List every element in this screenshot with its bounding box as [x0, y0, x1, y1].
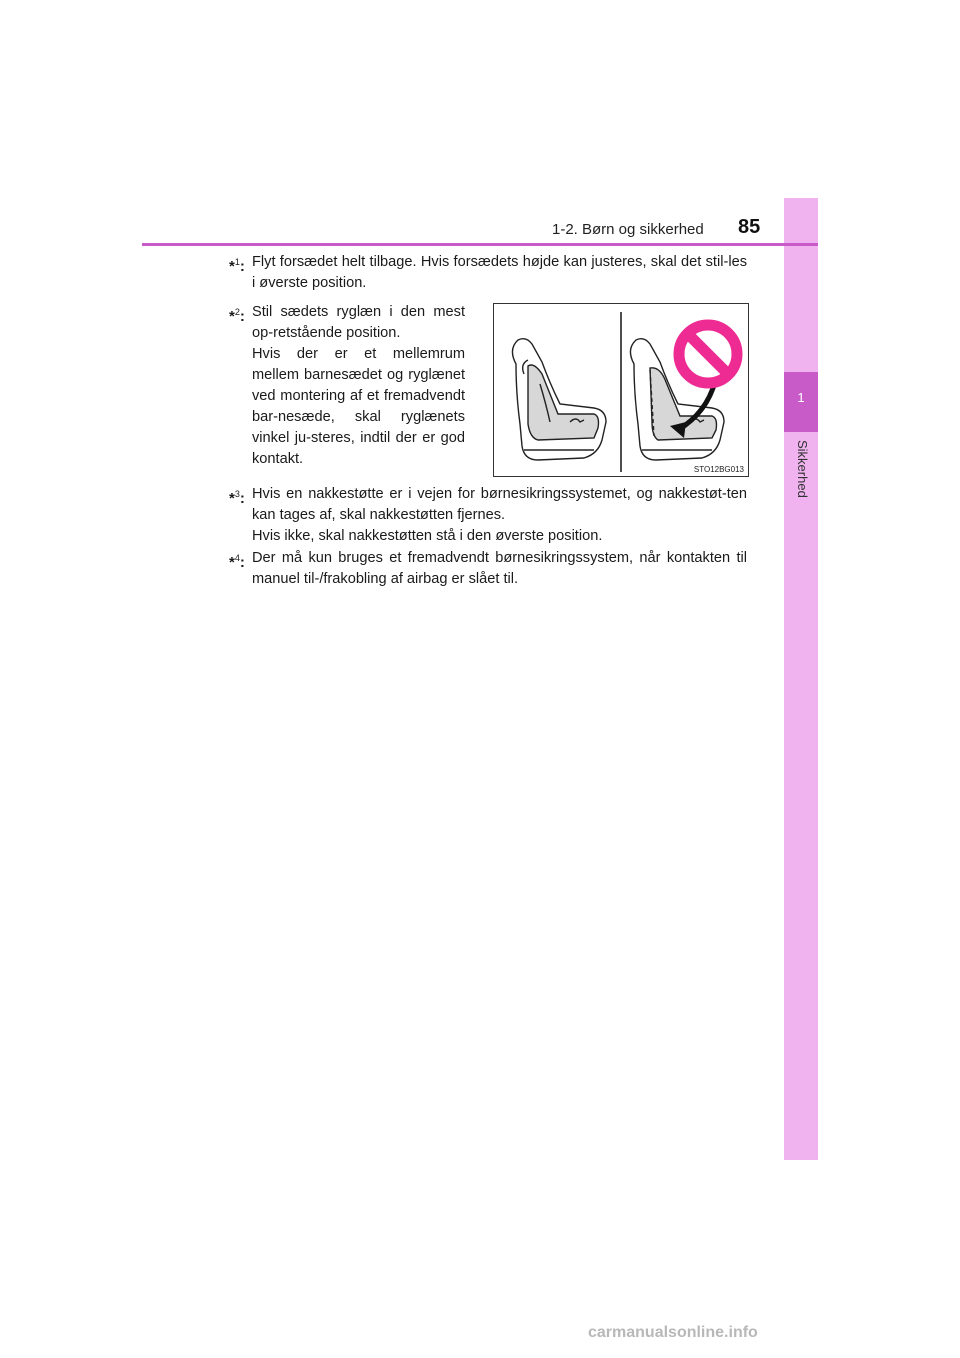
note-text: Flyt forsædet helt tilbage. Hvis forsædets højde kan justeres, skal det stil-les i øverste position.	[252, 254, 747, 291]
header-divider	[142, 243, 818, 246]
chapter-label: Sikkerhed	[795, 440, 810, 498]
note-marker: *$^4$:	[229, 553, 245, 571]
seat-illustration	[493, 303, 749, 477]
note-marker: *$^1$:	[229, 257, 245, 275]
note-text: Hvis en nakkestøtte er i vejen for børnesikringssystemet, og nakkestøt-ten kan tages af, skal nakkestøtten fjernes.	[252, 486, 747, 523]
note-1	[229, 252, 747, 294]
note-marker: *$^2$:	[229, 307, 245, 325]
note-3	[229, 484, 747, 547]
note-text: Hvis ikke, skal nakkestøtten stå i den øverste position.	[252, 528, 603, 544]
page-number: 85	[738, 216, 761, 238]
note-4	[229, 548, 747, 590]
watermark: carmanualsonline.info	[588, 1324, 758, 1341]
seat-drawing	[494, 304, 748, 476]
note-marker: *$^3$:	[229, 489, 245, 507]
note-text: Der må kun bruges et fremadvendt børnesikringssystem, når kontakten til manuel til-/frakobling af airbag er slået til.	[252, 550, 747, 587]
figure-code: STO12BG013	[693, 465, 744, 474]
chapter-side-tab	[784, 198, 818, 1160]
section-title: 1-2. Børn og sikkerhed	[552, 221, 704, 238]
note-text: Stil sædets ryglæn i den mest op-retstående position.	[252, 304, 465, 341]
chapter-number: 1	[797, 390, 805, 405]
note-text: Hvis der er et mellemrum mellem barnesædet og ryglænet ved montering af et fremadvendt bar-nesæde, skal ryglænets vinkel ju-steres, indtil der er god kontakt.	[252, 346, 465, 467]
note-2	[229, 302, 465, 470]
